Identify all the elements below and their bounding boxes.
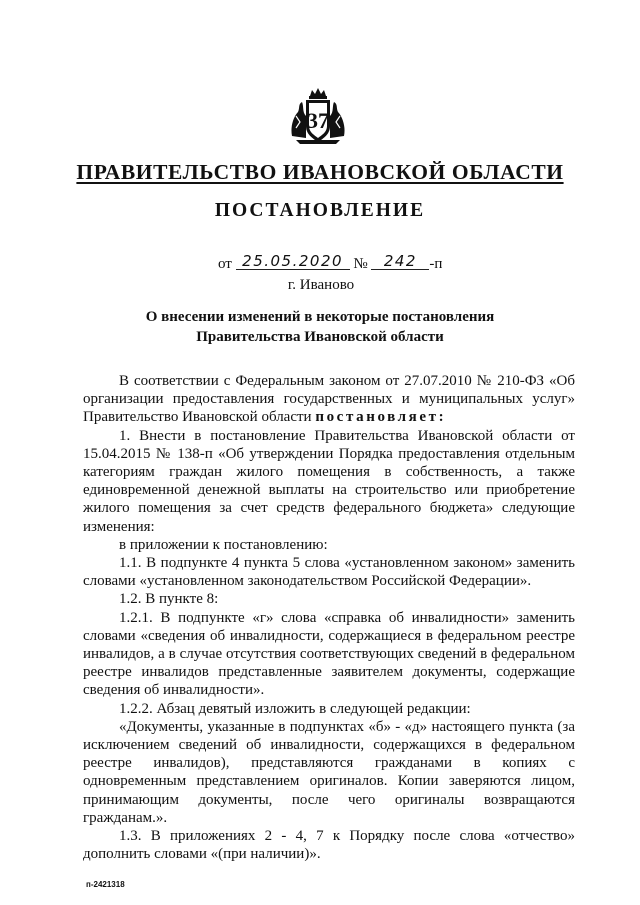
document-date: 25.05.2020 (236, 253, 350, 270)
paragraph-quote: «Документы, указанные в подпунктах «б» - «д» настоящего пункта (за исключением сведений об инвалидности, содержащихся в федеральном реестре инвалидов), представляются гражданами в копиях с одновременным представлением оригиналов. Копии заверяются лицом, принимающим документы, после чего оригиналы возвращаются гражданам.». (83, 718, 575, 826)
decree-word: постановляет: (315, 409, 447, 426)
number-prefix: № (353, 256, 368, 272)
subject-line-2: Правительства Ивановской области (196, 329, 444, 345)
date-prefix: от (218, 256, 232, 272)
document-body (83, 372, 575, 863)
paragraph-1-2: 1.2. В пункте 8: (119, 591, 219, 608)
number-suffix: -п (429, 256, 443, 272)
subject-line-1: О внесении изменений в некоторые постановления (145, 309, 495, 325)
paragraph-1-2-1: 1.2.1. В подпункте «г» слова «справка об инвалидности» заменить словами «сведения об инвалидности, содержащиеся в федеральном реестре инвалидов, а в случае отсутствия соответствующих сведений в федеральном реестре инвалидов представленные заявителем документы, содержащие сведения об инвалидности». (83, 609, 575, 699)
paragraph-1: 1. Внести в постановление Правительства Ивановской области от 15.04.2015 № 138-п «Об утверждении Порядка предоставления отдельным категориям граждан жилого помещения в собственность, а также единовременной денежной выплаты на строительство или приобретение жилого помещения за счет средств федерального бюджета» следующие изменения: (83, 427, 575, 535)
date-number-line (218, 252, 443, 273)
paragraph-annex: в приложении к постановлению: (119, 536, 328, 553)
paragraph-intro (83, 372, 575, 427)
document-subject (80, 307, 560, 347)
paragraph-1-2-2: 1.2.2. Абзац девятый изложить в следующей редакции: (119, 700, 471, 717)
paragraph-1-1: 1.1. В подпункте 4 пункта 5 слова «установленном законом» заменить словами «установленном законодательством Российской Федерации». (83, 555, 575, 590)
organization-title: ПРАВИТЕЛЬСТВО ИВАНОВСКОЙ ОБЛАСТИ (76, 160, 564, 184)
city: г. Иваново (287, 277, 355, 293)
intro-text: В соответствии с Федеральным законом от 27.07.2010 № 210-ФЗ «Об организации предоставления государственных и муниципальных услуг» Правительство Ивановской области (83, 373, 575, 426)
emblem-caption: 37 (307, 108, 329, 133)
document-number: 242 (371, 253, 429, 270)
coat-of-arms-icon (288, 86, 348, 146)
document-type: ПОСТАНОВЛЕНИЕ (214, 200, 426, 221)
document-code: п-2421318 (86, 880, 125, 889)
paragraph-1-3: 1.3. В приложениях 2 - 4, 7 к Порядку после слова «отчество» дополнить словами «(при наличии)». (83, 828, 575, 863)
